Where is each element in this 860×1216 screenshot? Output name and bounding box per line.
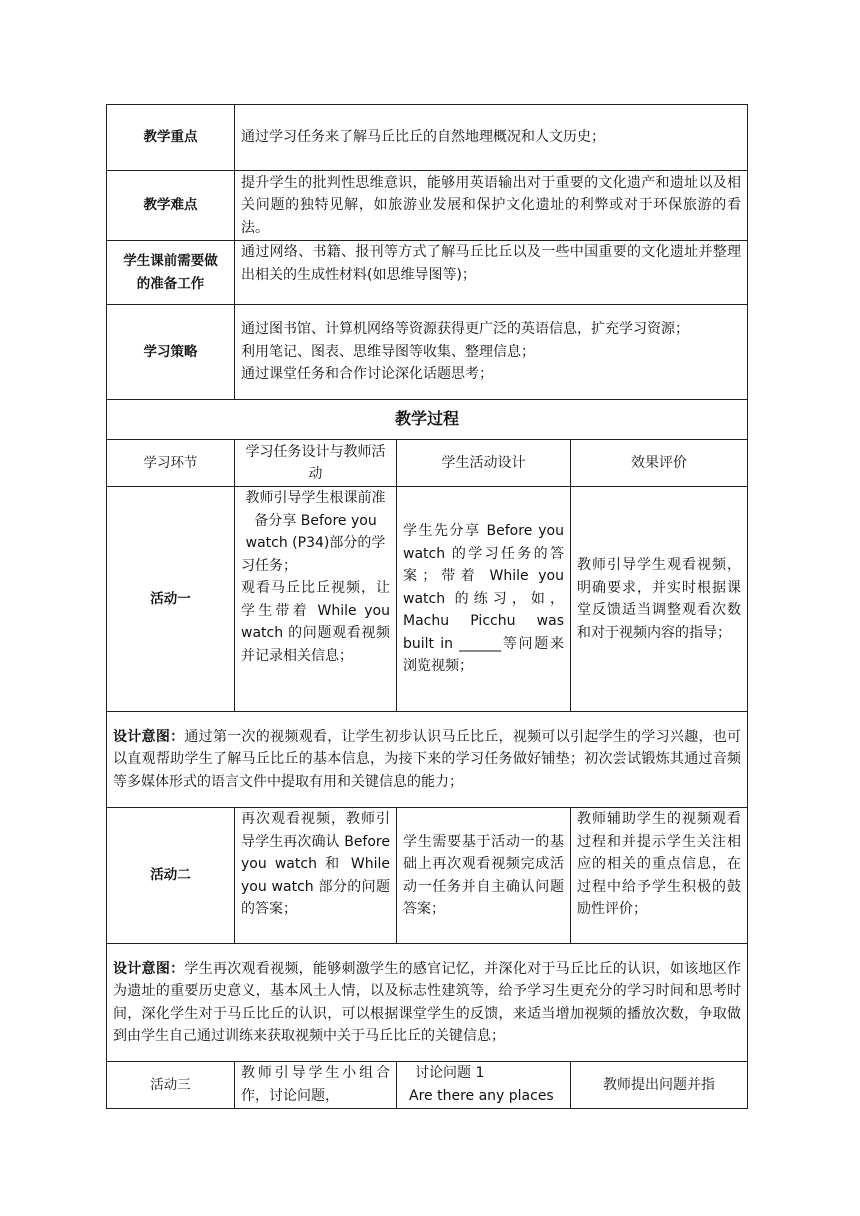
strategy-text [235, 305, 748, 400]
header-student-activity: 学生活动设计 [397, 440, 571, 487]
design-2-label: 设计意图： [113, 960, 185, 977]
key-points-label: 教学重点 [107, 105, 235, 171]
design-1-text: 通过第一次的视频观看，让学生初步认识马丘比丘，视频可以引起学生的学习兴趣，也可以直观帮助学生了解马丘比丘的基本信息，为接下来的学习任务做好铺垫；初次尝试锻炼其通过音频等多媒体形式的语言文件中提取有用和关键信息的能力； [113, 728, 742, 790]
row-activity-1 [107, 487, 748, 712]
activity-1-teacher-part-2: 观看马丘比丘视频，让学生带着 While you watch 的问题观看视频并记录相关信息； [241, 580, 390, 664]
activity-2-label: 活动二 [107, 808, 235, 944]
header-teacher-activity: 学习任务设计与教师活动 [235, 440, 397, 487]
process-title: 教学过程 [107, 400, 748, 440]
lesson-plan-page [106, 104, 747, 1109]
design-2 [107, 944, 748, 1062]
row-preparation [107, 241, 748, 305]
lesson-plan-table [106, 104, 748, 1109]
strategy-line-1: 通过图书馆、计算机网络等资源获得更广泛的英语信息，扩充学习资源； [241, 321, 689, 338]
activity-3-student-line-1: 讨论问题 1 [415, 1065, 485, 1081]
prep-text: 通过网络、书籍、报刊等方式了解马丘比丘以及一些中国重要的文化遗址并整理出相关的生成性材料(如思维导图等)； [235, 241, 748, 305]
row-design-1 [107, 712, 748, 808]
header-evaluation: 效果评价 [571, 440, 748, 487]
activity-1-teacher [235, 487, 397, 712]
activity-1-evaluation: 教师引导学生观看视频，明确要求，并实时根据课堂反馈适当调整观看次数和对于视频内容的指导； [571, 487, 748, 712]
activity-1-teacher-part-1: 教师引导学生根课前准备分享 Before you watch (P34)部分的学习任务； [241, 490, 386, 574]
activity-3-student-line-2: Are there any places [409, 1087, 554, 1104]
activity-3-label: 活动三 [107, 1062, 235, 1109]
row-key-points [107, 105, 748, 171]
activity-2-student: 学生需要基于活动一的基础上再次观看视频完成活动一任务并自主确认问题答案； [397, 808, 571, 944]
activity-1-student: 学生先分享 Before you watch 的学习任务的答案；带着 While you watch 的练习，如，Machu Picchu was built in ______等问题来浏览视频； [397, 487, 571, 712]
difficulties-label: 教学难点 [107, 171, 235, 241]
prep-label-line-2: 的准备工作 [136, 275, 205, 292]
activity-3-student [397, 1062, 571, 1109]
activity-3-teacher: 教师引导学生小组合作，讨论问题， [235, 1062, 397, 1109]
design-1 [107, 712, 748, 808]
row-difficulties [107, 171, 748, 241]
design-2-text: 学生再次观看视频，能够刺激学生的感官记忆，并深化对于马丘比丘的认识，如该地区作为遗址的重要历史意义，基本风土人情，以及标志性建筑等，给予学习生更充分的学习时间和思考时间，深化学生对于马丘比丘的认识，可以根据课堂学生的反馈，来适当增加视频的播放次数，争取做到由学生自己通过训练来获取视频中关于马丘比丘的关键信息； [113, 960, 742, 1044]
row-activity-2 [107, 808, 748, 944]
row-process-headers [107, 440, 748, 487]
row-activity-3 [107, 1062, 748, 1109]
activity-2-evaluation: 教师辅助学生的视频观看过程和并提示学生关注相应的相关的重点信息，在过程中给予学生积极的鼓励性评价； [571, 808, 748, 944]
key-points-text: 通过学习任务来了解马丘比丘的自然地理概况和人文历史； [235, 105, 748, 171]
design-1-label: 设计意图： [113, 728, 185, 745]
strategy-line-2: 利用笔记、图表、思维导图等收集、整理信息； [241, 343, 535, 360]
activity-2-teacher: 再次观看视频，教师引导学生再次确认 Before you watch 和 While you watch 部分的问题的答案； [235, 808, 397, 944]
difficulties-text: 提升学生的批判性思维意识，能够用英语输出对于重要的文化遗产和遗址以及相关问题的独特见解，如旅游业发展和保护文化遗址的利弊或对于环保旅游的看法。 [235, 171, 748, 241]
strategy-line-3: 通过课堂任务和合作讨论深化话题思考； [241, 366, 493, 383]
row-process-title [107, 400, 748, 440]
activity-3-evaluation: 教师提出问题并指 [571, 1062, 748, 1109]
prep-label-line-1: 学生课前需要做 [123, 253, 218, 269]
row-design-2 [107, 944, 748, 1062]
strategy-label: 学习策略 [107, 305, 235, 400]
header-stage: 学习环节 [107, 440, 235, 487]
prep-label [107, 241, 235, 305]
activity-1-label: 活动一 [107, 487, 235, 712]
row-strategy [107, 305, 748, 400]
